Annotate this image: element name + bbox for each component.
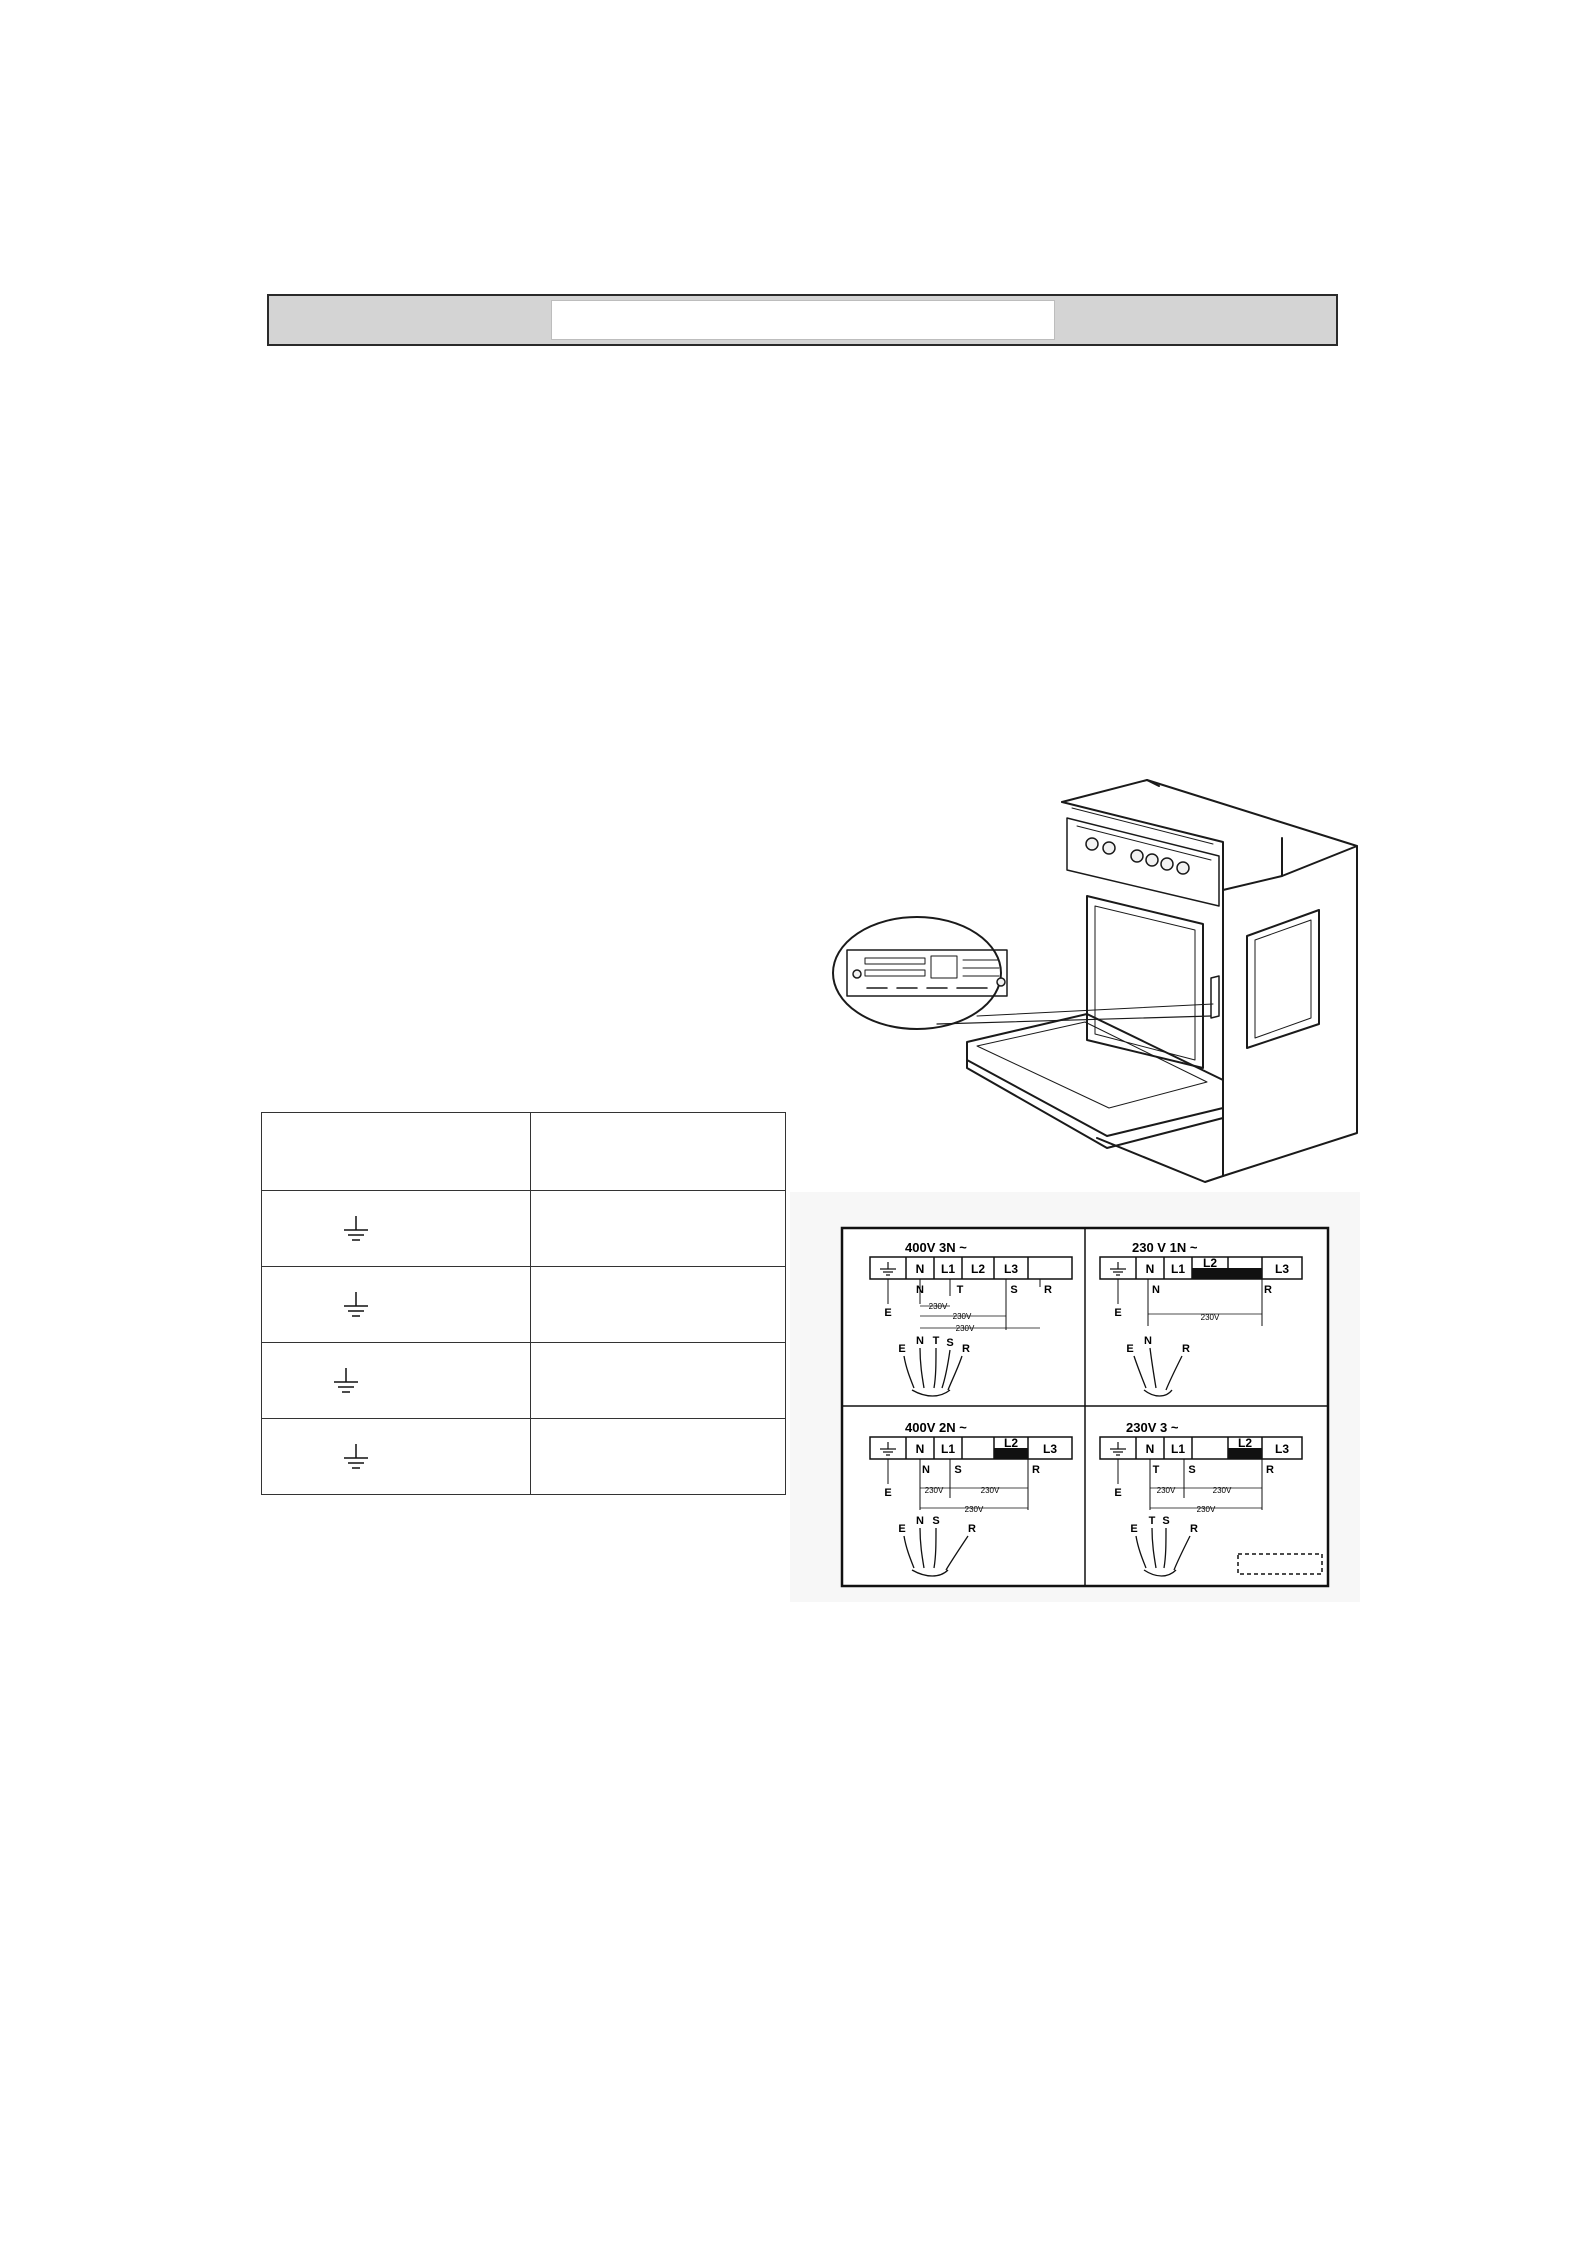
table-header-cell: [531, 1113, 786, 1191]
table-cell: [531, 1191, 786, 1267]
svg-text:R: R: [1044, 1284, 1052, 1296]
svg-text:N: N: [1145, 1442, 1155, 1456]
table-row: [262, 1419, 786, 1495]
svg-text:230V: 230V: [1196, 1505, 1216, 1514]
table-row: [262, 1191, 786, 1267]
svg-text:S: S: [954, 1464, 962, 1476]
svg-text:T: T: [1148, 1515, 1156, 1527]
svg-text:E: E: [884, 1487, 892, 1499]
svg-text:R: R: [1266, 1464, 1274, 1476]
svg-text:230V: 230V: [1200, 1313, 1220, 1322]
svg-text:S: S: [932, 1515, 940, 1527]
ground-symbol-icon: [262, 1346, 530, 1416]
svg-text:L1: L1: [1170, 1442, 1186, 1456]
table-cell: [262, 1419, 531, 1495]
ground-symbol-icon: [262, 1422, 530, 1492]
svg-text:N: N: [1145, 1262, 1155, 1276]
svg-text:230V: 230V: [1156, 1486, 1176, 1495]
oven-illustration: [827, 778, 1367, 1188]
svg-text:T: T: [932, 1335, 940, 1347]
table-cell: [262, 1343, 531, 1419]
svg-text:L2: L2: [1202, 1256, 1218, 1270]
svg-text:L2: L2: [970, 1262, 986, 1276]
svg-text:N: N: [922, 1464, 930, 1476]
svg-text:R: R: [962, 1343, 970, 1355]
svg-text:L1: L1: [940, 1442, 956, 1456]
svg-text:230V: 230V: [952, 1312, 972, 1321]
svg-text:230V 3 ~: 230V 3 ~: [1126, 1420, 1179, 1435]
svg-text:L2: L2: [1237, 1436, 1253, 1450]
svg-text:230 V 1N ~: 230 V 1N ~: [1132, 1240, 1198, 1255]
wiring-diagrams-panel: [790, 1192, 1360, 1607]
svg-text:R: R: [1182, 1343, 1190, 1355]
svg-text:N: N: [1144, 1335, 1152, 1347]
table-cell: [262, 1267, 531, 1343]
table-row: [262, 1267, 786, 1343]
ground-symbol-icon: [262, 1270, 530, 1340]
svg-text:R: R: [968, 1523, 976, 1535]
svg-text:L1: L1: [940, 1262, 956, 1276]
svg-text:S: S: [1162, 1515, 1170, 1527]
table-cell: [531, 1267, 786, 1343]
ground-symbol-icon: [262, 1194, 530, 1264]
table-cell: [531, 1419, 786, 1495]
svg-text:E: E: [898, 1523, 906, 1535]
connection-table: [261, 1112, 786, 1495]
svg-text:T: T: [1152, 1464, 1160, 1476]
svg-text:N: N: [916, 1335, 924, 1347]
svg-text:L3: L3: [1042, 1442, 1058, 1456]
svg-text:S: S: [1188, 1464, 1196, 1476]
svg-text:230V: 230V: [1212, 1486, 1232, 1495]
svg-text:230V: 230V: [980, 1486, 1000, 1495]
svg-text:E: E: [884, 1307, 892, 1319]
table-header-cell: [262, 1113, 531, 1191]
svg-text:N: N: [916, 1515, 924, 1527]
svg-text:400V 2N ~: 400V 2N ~: [905, 1420, 967, 1435]
svg-text:L1: L1: [1170, 1262, 1186, 1276]
section-title-box: [551, 300, 1055, 340]
svg-text:N: N: [916, 1284, 924, 1296]
svg-text:E: E: [1114, 1487, 1122, 1499]
svg-text:230V: 230V: [928, 1302, 948, 1311]
svg-text:R: R: [1032, 1464, 1040, 1476]
svg-text:N: N: [915, 1262, 925, 1276]
svg-text:230V: 230V: [924, 1486, 944, 1495]
svg-text:400V 3N ~: 400V 3N ~: [905, 1240, 967, 1255]
table-row: [262, 1343, 786, 1419]
svg-text:E: E: [1126, 1343, 1134, 1355]
section-header-bar: [267, 294, 1338, 346]
table-cell: [262, 1191, 531, 1267]
svg-text:L3: L3: [1003, 1262, 1019, 1276]
svg-text:R: R: [1190, 1523, 1198, 1535]
svg-text:S: S: [946, 1337, 954, 1349]
svg-text:E: E: [898, 1343, 906, 1355]
svg-text:S: S: [1010, 1284, 1018, 1296]
svg-text:L2: L2: [1003, 1436, 1019, 1450]
svg-text:N: N: [915, 1442, 925, 1456]
svg-text:E: E: [1130, 1523, 1138, 1535]
svg-text:230V: 230V: [964, 1505, 984, 1514]
svg-text:T: T: [956, 1284, 964, 1296]
svg-text:N: N: [1152, 1284, 1160, 1296]
svg-text:230V: 230V: [955, 1324, 975, 1333]
svg-text:R: R: [1264, 1284, 1272, 1296]
table-cell: [531, 1343, 786, 1419]
svg-text:E: E: [1114, 1307, 1122, 1319]
svg-text:L3: L3: [1274, 1262, 1290, 1276]
svg-text:L3: L3: [1274, 1442, 1290, 1456]
